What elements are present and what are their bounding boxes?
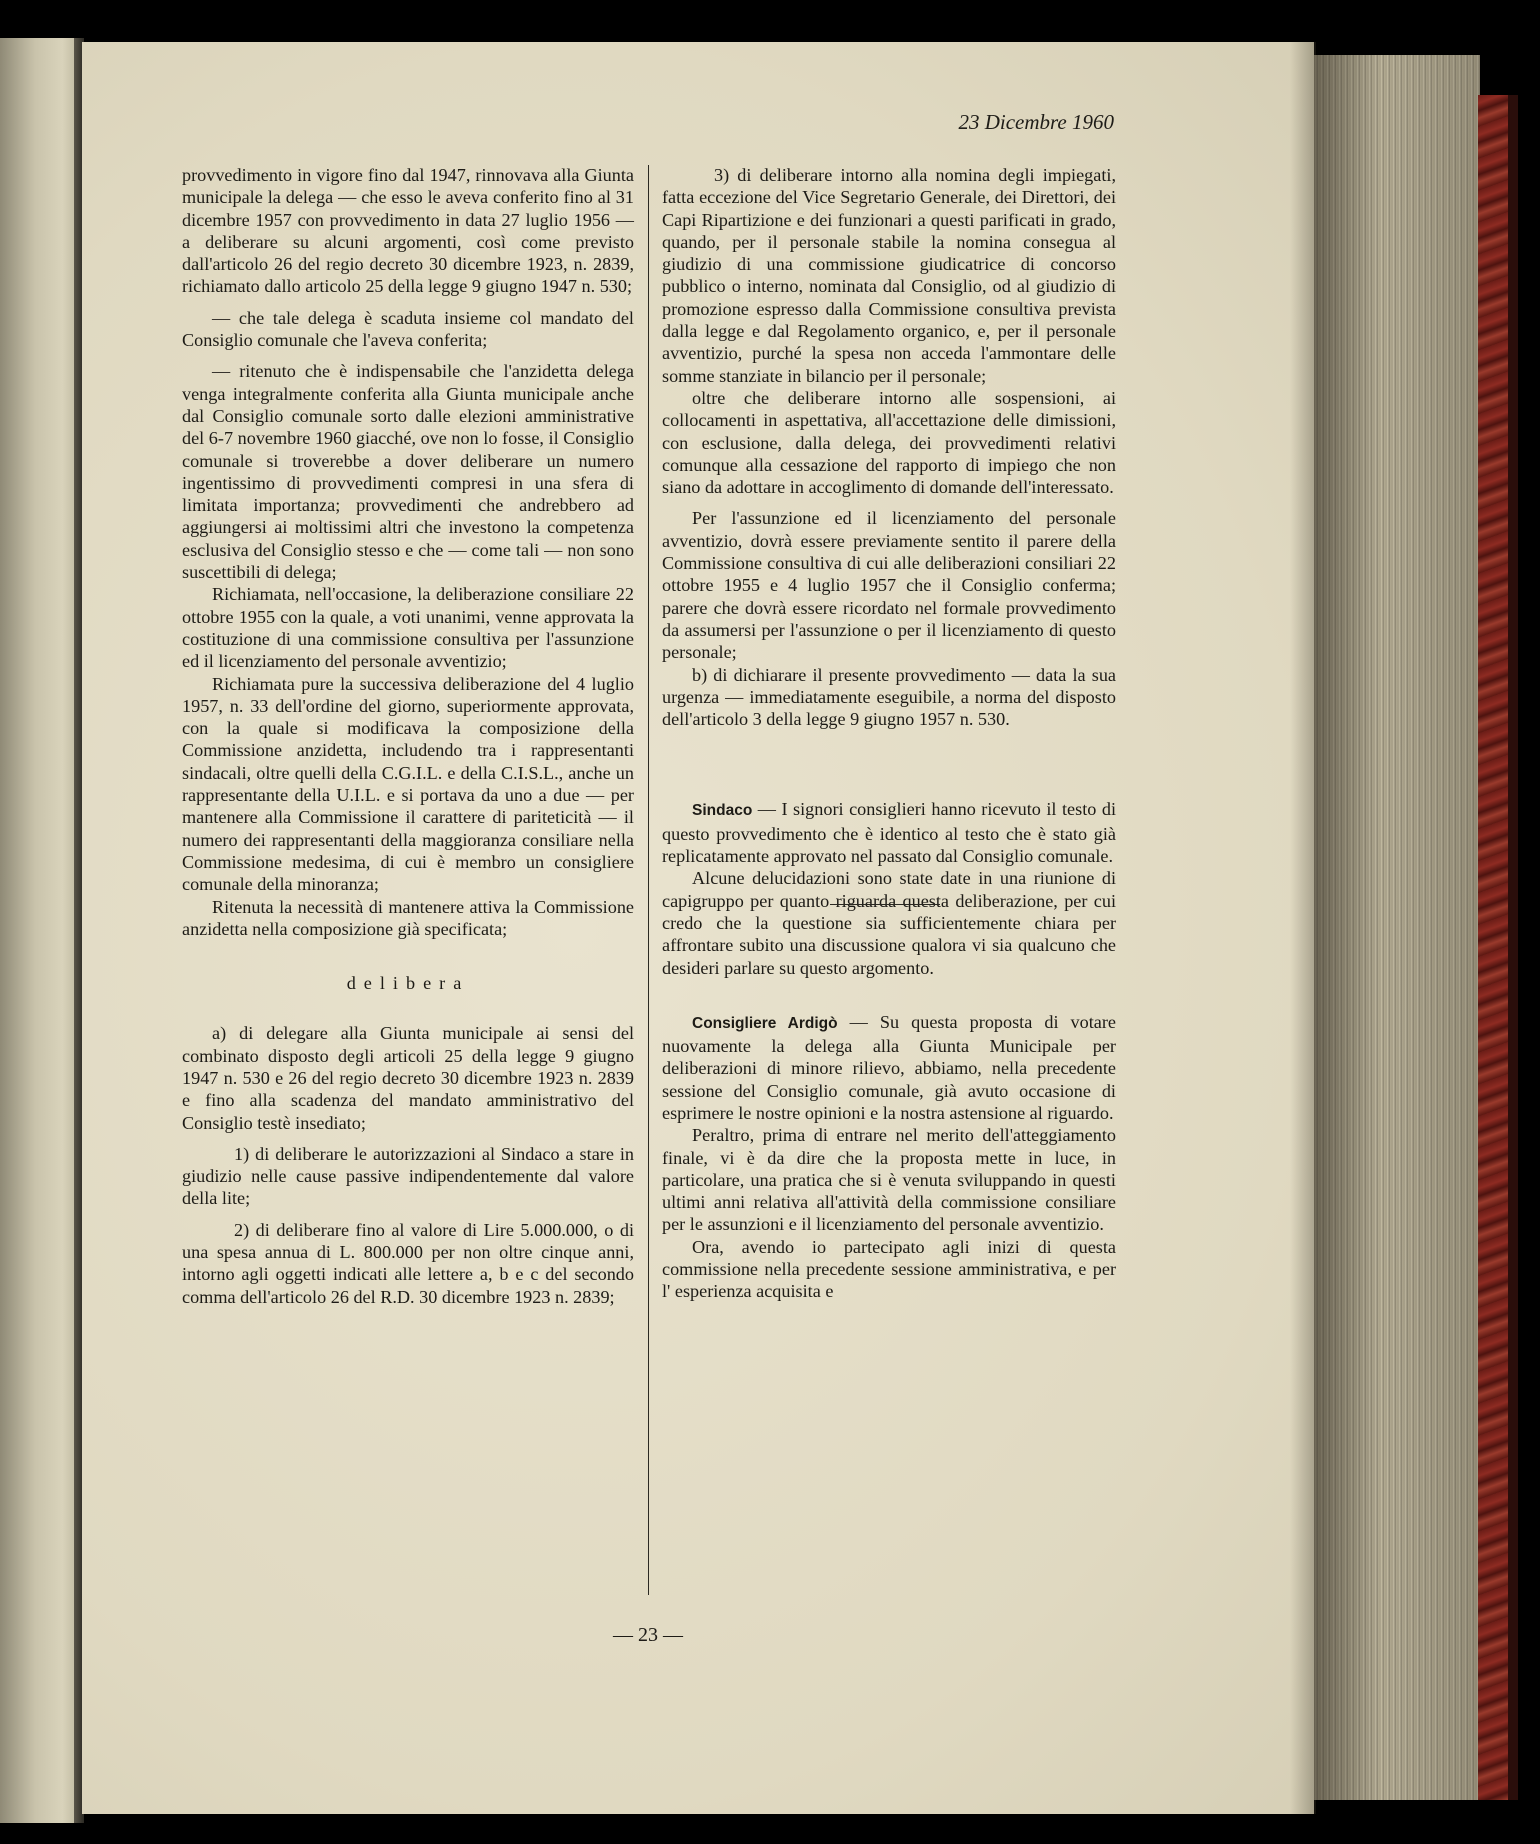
- paragraph: Richiamata pure la successiva deliberazione del 4 luglio 1957, n. 33 dell'ordine del giorno, superiormente approvata, con la quale si modificava la composizione della Commissione anzidetta, includendo tra i rappresentanti sindacali, oltre quelli della C.G.I.L. e della C.I.S.L., anche un rappresentante della U.I.L. e si portava da uno a due — per mantenere alla Commissione il carattere di pariteticità — il numero dei rappresentanti della maggioranza consiliare nella Commissione medesima, di cui è membro un consigliere comunale della minoranza;: [182, 673, 634, 895]
- speech-ardigo: [662, 1011, 1116, 1124]
- right-column: [662, 164, 1116, 1303]
- page-curl-shadow: [1290, 42, 1316, 1814]
- paragraph: b) di dichiarare il presente provvedimento — data la sua urgenza — immediatamente eseguibile, a norma del disposto dell'articolo 3 della legge 9 giugno 1957 n. 530.: [662, 664, 1116, 730]
- left-column: [182, 164, 634, 1308]
- page-header-date: 23 Dicembre 1960: [958, 110, 1114, 134]
- speech-text: — Su questa proposta di votare nuovamente la delega alla Giunta Municipale per deliberazioni di minore rilievo, abbiamo, nella precedente sessione del Consiglio comunale, già avuto occasione di esprimere le nostre opinioni e la nostra astensione al riguardo.: [662, 1011, 1116, 1123]
- paragraph: Ora, avendo io partecipato agli inizi di questa commissione nella precedente sessione amministrativa, e per l' esperienza acquisita e: [662, 1236, 1116, 1302]
- paragraph: — che tale delega è scaduta insieme col mandato del Consiglio comunale che l'aveva conferita;: [182, 307, 634, 351]
- speech-text: — I signori consiglieri hanno ricevuto il testo di questo provvedimento che è identico al testo che è stato già replicatamente approvato nel passato dal Consiglio comunale.: [662, 799, 1116, 867]
- speech-sindaco: [662, 798, 1116, 867]
- paragraph: provvedimento in vigore fino dal 1947, rinnovava alla Giunta municipale la delega — che esso le aveva conferito fino al 31 dicembre 1957 con provvedimento in data 27 luglio 1956 — a deliberare su alcuni argomenti, così come previsto dall'articolo 26 del regio decreto 30 dicembre 1923, n. 2839, richiamato dallo articolo 25 della legge 9 giugno 1947 n. 530;: [182, 165, 634, 297]
- cover-rim: [1508, 95, 1518, 1800]
- paragraph: — ritenuto che è indispensabile che l'anzidetta delega venga integralmente conferita alla Giunta municipale anche dal Consiglio comunale sorto dalle elezioni amministrative del 6-7 novembre 1960 giacché, ove non lo fosse, il Consiglio comunale si troverebbe a dover deliberare un numero ingentissimo di provvedimenti compresi in una sfera di limitata importanza; provvedimenti che andrebbero ad aggiungersi ai moltissimi altri che investono la competenza esclusiva del Consiglio stesso e che — come tali — non sono suscettibili di delega;: [182, 361, 634, 583]
- page-stack-shadow: [1314, 55, 1480, 1800]
- paragraph: Peraltro, prima di entrare nel merito dell'atteggiamento finale, vi è da dire che la proposta mette in luce, in particolare, una pratica che si è venuta sviluppando in questi ultimi anni relativa all'attività della commissione consiliare per le assunzioni e il licenziamento del personale avventizio.: [662, 1125, 1116, 1235]
- speaker-name: Consigliere Ardigò: [692, 1014, 838, 1032]
- page-number: — 23 —: [613, 1624, 683, 1646]
- paragraph: 3) di deliberare intorno alla nomina degli impiegati, fatta eccezione del Vice Segretario Generale, dei Direttori, dei Capi Ripartizione e dei funzionari a questi parificati in grado, quando, per il personale stabile la nomina consegua al giudizio di una commissione giudicatrice di concorso pubblico o interno, nominata dal Consiglio, od al giudizio di promozione espresso dalla Commissione consultiva prevista dalla legge e dal Regolamento organico, e, per il personale avventizio, purché la spesa non acceda l'ammontare delle somme stanziate in bilancio per il personale;: [662, 165, 1116, 386]
- point: 1) di deliberare le autorizzazioni al Sindaco a stare in giudizio nelle cause passive indipendentemente dal valore della lite;: [182, 1143, 634, 1209]
- paragraph: Ritenuta la necessità di mantenere attiva la Commissione anzidetta nella composizione già specificata;: [182, 896, 634, 939]
- speaker-name: Sindaco: [692, 802, 753, 820]
- section-divider: [830, 904, 940, 905]
- column-rule: [648, 165, 649, 1595]
- facing-page-edge: [0, 38, 78, 1823]
- paragraph: Alcune delucidazioni sono state date in una riunione di capigruppo per quanto riguarda questa deliberazione, per cui credo che la questione sia sufficientemente chiara per affrontare subito una discussione qualora vi sia qualcuno che desideri parlare su questo argomento.: [662, 868, 1116, 978]
- point: a) di delegare alla Giunta municipale ai sensi del combinato disposto degli articoli 25 della legge 9 giugno 1947 n. 530 e 26 del regio decreto 30 dicembre 1923 n. 2839 e fino alla scadenza del mandato amministrativo del Consiglio testè insediato;: [182, 1023, 634, 1133]
- point: 2) di deliberare fino al valore di Lire 5.000.000, o di una spesa annua di L. 800.000 per non oltre cinque anni, intorno agli oggetti indicati alle lettere a, b e c del secondo comma dell'articolo 26 del R.D. 30 dicembre 1923 n. 2839;: [182, 1219, 634, 1307]
- paragraph: Richiamata, nell'occasione, la deliberazione consiliare 22 ottobre 1955 con la quale, a voti unanimi, venne approvata la costituzione di una commissione consultiva per l'assunzione ed il licenziamento del personale avventizio;: [182, 584, 634, 672]
- delibera-heading: delibera: [346, 973, 470, 994]
- paragraph: Per l'assunzione ed il licenziamento del personale avventizio, dovrà essere previamente sentito il parere della Commissione consultiva di cui alle deliberazioni consiliari 22 ottobre 1955 e 4 luglio 1957 che il Consiglio conferma; parere che dovrà essere ricordato nel formale provvedimento da assumersi per l'assunzione o per il licenziamento di questo personale;: [662, 508, 1116, 663]
- paragraph: oltre che deliberare intorno alle sospensioni, ai collocamenti in aspettativa, all'accettazione delle dimissioni, con esclusione, dalla delega, dei provvedimenti relativi comunque alla cessazione del rapporto di impiego che non siano da adottare in accoglimento di domande dell'interessato.: [662, 387, 1116, 498]
